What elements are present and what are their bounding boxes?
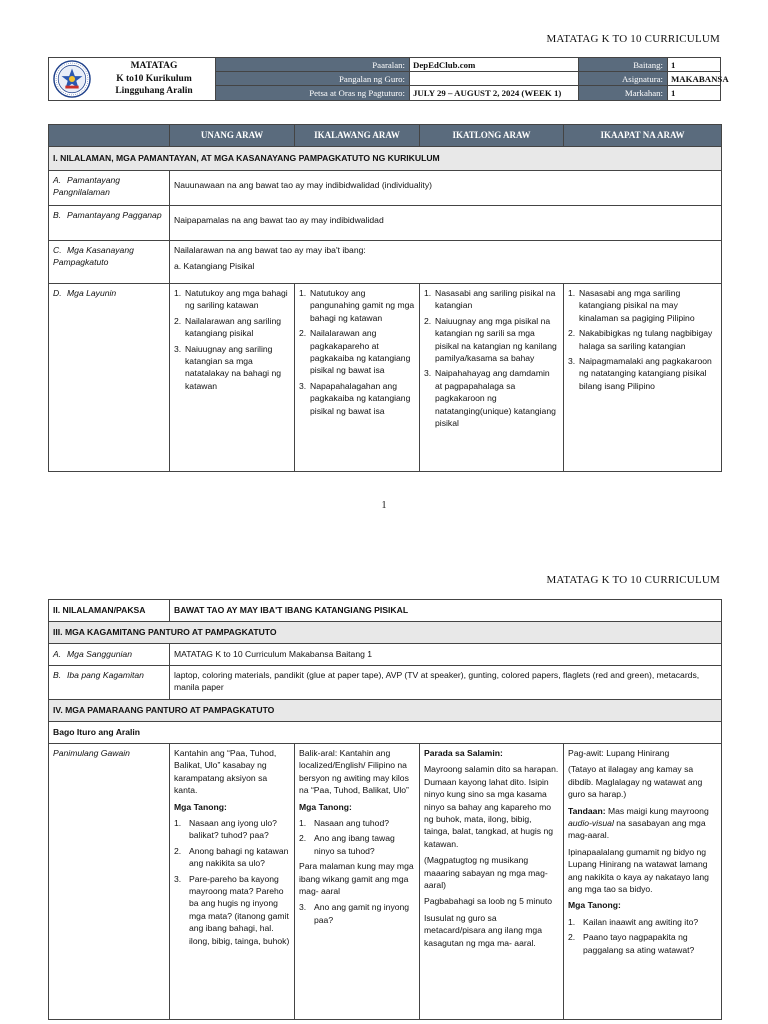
title-line: Lingguhang Aralin [115, 86, 193, 96]
row-letter: A. [53, 175, 62, 185]
table-row [49, 206, 722, 241]
row-label-text: Pamantayang Pagganap [67, 210, 162, 220]
table-row [49, 171, 722, 206]
title-line: MATATAG [130, 61, 178, 71]
school-value: DepEdClub.com [409, 58, 578, 72]
cell-text: Pagbabahagi sa loob ng 5 minuto [424, 896, 553, 907]
list-item: 1. Natutukoy ang mga bahagi ng sariling katawan [174, 288, 288, 311]
cell-text: Balik-aral: Kantahin ang localized/English/ Filipino na bersyon ng awiting may kilos na “Paa, Tuhod, Balikat, Ulo” [299, 748, 409, 796]
row-label-text: Mga Kasanayang Pampagkatuto [53, 245, 134, 268]
list-item: 1. Kailan inaawit ang awiting ito? [568, 916, 699, 927]
day-cell [170, 744, 295, 1020]
questions-heading: Mga Tanong: [174, 801, 227, 812]
school-label: Paaralan: [216, 58, 409, 72]
list-item: 1. Natutukoy ang pangunahing gamit ng mga bahagi ng katawan [299, 288, 415, 323]
subject-value: MAKABANSA [667, 72, 720, 86]
row-label-text: Mga Layunin [67, 288, 117, 298]
teacher-value [409, 72, 578, 86]
cell-text: (Tatayo at ilalagay ang kamay sa dibdib. Maglalagay ng watawat ang guro sa harap.) [568, 764, 703, 800]
list-item: 3. Naipagmamalaki ang pagkakaroon ng natatanging katangiang pisikal bilang isang Pilipino [568, 356, 712, 391]
teacher-label: Pangalan ng Guro: [216, 72, 409, 86]
cell-text: Pag-awit: Lupang Hinirang [568, 748, 670, 758]
table-row [49, 744, 722, 1020]
grade-label: Baitang: [578, 58, 667, 72]
cell-text: Ipinapaalalang gumamit ng bidyo ng Lupang Hinirang na watawat lamang ang nakikita o kaya ay nakatayo lang ang mga tao sa bidyo. [568, 846, 709, 895]
day-cell [564, 284, 722, 472]
cell-text: (Magpatugtog ng musikang maaaring sabayan ng mga mag-aaral) [424, 855, 548, 891]
section-row [49, 700, 722, 722]
list-item: 3. Napapahalagahan ang pagkakaiba ng katangiang pisikal ng bawat isa [299, 380, 411, 416]
row-text: a. Katangiang Pisikal [174, 261, 255, 272]
quarter-value: 1 [667, 86, 720, 100]
list-item: 2. Anong bahagi ng katawan ang nakikita sa ulo? [174, 845, 289, 869]
curriculum-header: MATATAG K TO 10 CURRICULUM [546, 574, 720, 586]
table-row [49, 600, 722, 622]
row-label [49, 644, 170, 666]
list-item: 3. Ano ang gamit ng inyong paa? [299, 902, 410, 925]
row-label: II. NILALAMAN/PAKSA [49, 600, 170, 622]
activity-heading: Parada sa Salamin: [424, 748, 503, 758]
info-table [48, 57, 729, 101]
row-content: BAWAT TAO AY MAY IBA'T IBANG KATANGIANG PISIKAL [170, 600, 722, 622]
blank-header [49, 125, 170, 147]
page-number: 1 [381, 500, 387, 511]
section-row [49, 622, 722, 644]
day-cell [295, 284, 420, 472]
subsection-heading: Bago Ituro ang Aralin [49, 722, 722, 744]
row-letter: B. [53, 210, 62, 220]
list-item: 2. Nakabibigkas ng tulang nagbibigay halaga sa sariling katangian [568, 328, 713, 351]
list-item: 1. Nasaan ang tuhod? [299, 818, 390, 829]
list-item: 2. Nailalarawan ang sariling katangiang pisikal [174, 315, 282, 339]
row-label [49, 284, 170, 472]
row-content: Naipapamalas na ang bawat tao ay may indibidwalidad [170, 206, 722, 241]
row-content [170, 241, 722, 284]
day-header: IKALAWANG ARAW [295, 125, 420, 147]
day-header: IKATLONG ARAW [420, 125, 564, 147]
info-row-teacher [216, 72, 729, 86]
list-item: 3. Pare-pareho ba kayong mayroong mata? Pareho ba ang hugis ng inyong mga mata? (itanong gamit ang ibang bahagi, hal. ilong, bibig, tainga, buhok) [174, 873, 290, 946]
cell-text: Isusulat ng guro sa metacard/pisara ang ilang mga kasagutan ng mga ma- aaral. [424, 912, 542, 948]
info-row-school [216, 58, 720, 72]
day-cell [564, 744, 722, 1020]
row-label-text: Iba pang Kagamitan [67, 670, 144, 680]
row-content: Nauunawaan na ang bawat tao ay may indibidwalidad (individuality) [170, 171, 722, 206]
curriculum-header: MATATAG K TO 10 CURRICULUM [546, 33, 720, 45]
row-content: laptop, coloring materials, pandikit (glue at paper tape), AVP (TV at speaker), gunting, colored papers, flaglets (red and green), metacards, manila paper [170, 666, 722, 700]
table-row [49, 241, 722, 284]
row-letter: C. [53, 245, 62, 255]
row-label [49, 206, 170, 241]
subject-label: Asignatura: [578, 72, 667, 86]
table-row [49, 284, 722, 472]
title-line: K to10 Kurikulum [116, 73, 192, 84]
list-item: 2. Nailalarawan ang pagkakapareho at pagkakaiba ng katangiang pisikal ng bawat isa [299, 328, 411, 376]
day-cell [420, 284, 564, 472]
row-content: MATATAG K to 10 Curriculum Makabansa Baitang 1 [170, 644, 722, 666]
section-row [49, 147, 722, 171]
list-item: 2. Ano ang ibang tawag ninyo sa tuhod? [299, 833, 395, 856]
day-header-row [49, 125, 722, 147]
section-row [49, 722, 722, 744]
list-item: 1. Nasasabi ang sariling pisikal na katangian [424, 288, 556, 311]
quarter-label: Markahan: [578, 86, 667, 100]
row-label [49, 241, 170, 284]
day-header: IKAAPAT NA ARAW [564, 125, 722, 147]
day-header: UNANG ARAW [170, 125, 295, 147]
row-letter: B. [53, 670, 62, 680]
info-row-date [216, 86, 720, 100]
questions-heading: Mga Tanong: [299, 801, 352, 812]
lesson-table [48, 599, 722, 1020]
deped-seal-icon [53, 60, 91, 98]
day-cell [420, 744, 564, 1020]
row-label-text: Pamantayang Pangnilalaman [53, 175, 121, 198]
list-item: 1. Nasasabi ang mga sariling katangiang pisikal na may kinalaman sa pagiging Pilipino [568, 288, 695, 323]
row-label [49, 171, 170, 206]
list-item: 3. Naiuugnay ang sariling katangian sa mga natatalakay na bahagi ng katawan [174, 343, 282, 391]
cell-text: Kantahin ang “Paa, Tuhod, Balikat, Ulo” kasabay ng karampatang aksiyon sa kanta. [174, 748, 277, 796]
list-item: 3. Naipahahayag ang damdamin at pagpapahalaga sa pagkakaroon ng natatanging(unique) katangiang pisikal [424, 368, 556, 429]
note-text: Tandaan: Mas maigi kung mayroong audio-visual na sasabayan ang mga mag-aaral. [568, 805, 709, 841]
row-label: Panimulang Gawain [49, 744, 170, 1020]
table-row [49, 644, 722, 666]
curriculum-table [48, 124, 722, 472]
row-letter: D. [53, 288, 62, 298]
date-label: Petsa at Oras ng Pagtuturo: [216, 86, 409, 100]
list-item: 1. Nasaan ang iyong ulo? balikat? tuhod? paa? [174, 818, 277, 841]
logo-cell [49, 58, 216, 100]
section-heading: IV. MGA PAMARAANG PANTURO AT PAMPAGKATUTO [49, 700, 722, 722]
list-item: 2. Paano tayo nagpapakita ng paggalang sa ating watawat? [568, 932, 695, 955]
table-row [49, 666, 722, 700]
row-label [49, 666, 170, 700]
section-heading: III. MGA KAGAMITANG PANTURO AT PAMPAGKATUTO [49, 622, 722, 644]
row-letter: A. [53, 649, 62, 660]
list-item: 2. Naiuugnay ang mga pisikal na katangian ng sarili sa mga pisikal na katangian ng kanilang pamilya/kasama sa bahay [424, 315, 557, 364]
row-text: Nailalarawan na ang bawat tao ay may iba't ibang: [174, 245, 366, 255]
date-value: JULY 29 – AUGUST 2, 2024 (WEEK 1) [409, 86, 578, 100]
lesson-plan-title [93, 60, 215, 98]
section-heading: I. NILALAMAN, MGA PAMANTAYAN, AT MGA KASANAYANG PAMPAGKATUTO NG KURIKULUM [49, 147, 722, 171]
day-cell [170, 284, 295, 472]
grade-value: 1 [667, 58, 720, 72]
questions-heading: Mga Tanong: [568, 900, 621, 911]
cell-text: Mayroong salamin dito sa harapan. Dumaan kayong lahat dito. Isipin ninyo kung sino sa mga kasama ninyo sa bahay ang kapareho mo ng buhok, mata, ilong, bibig, tainga, balat, tangkad, at hugis ng katawan. [424, 764, 559, 849]
day-cell [295, 744, 420, 1020]
cell-text: Para malaman kung may mga ibang wikang gamit ang mga mag- aaral [299, 861, 414, 897]
row-label-text: Mga Sanggunian [67, 649, 132, 660]
